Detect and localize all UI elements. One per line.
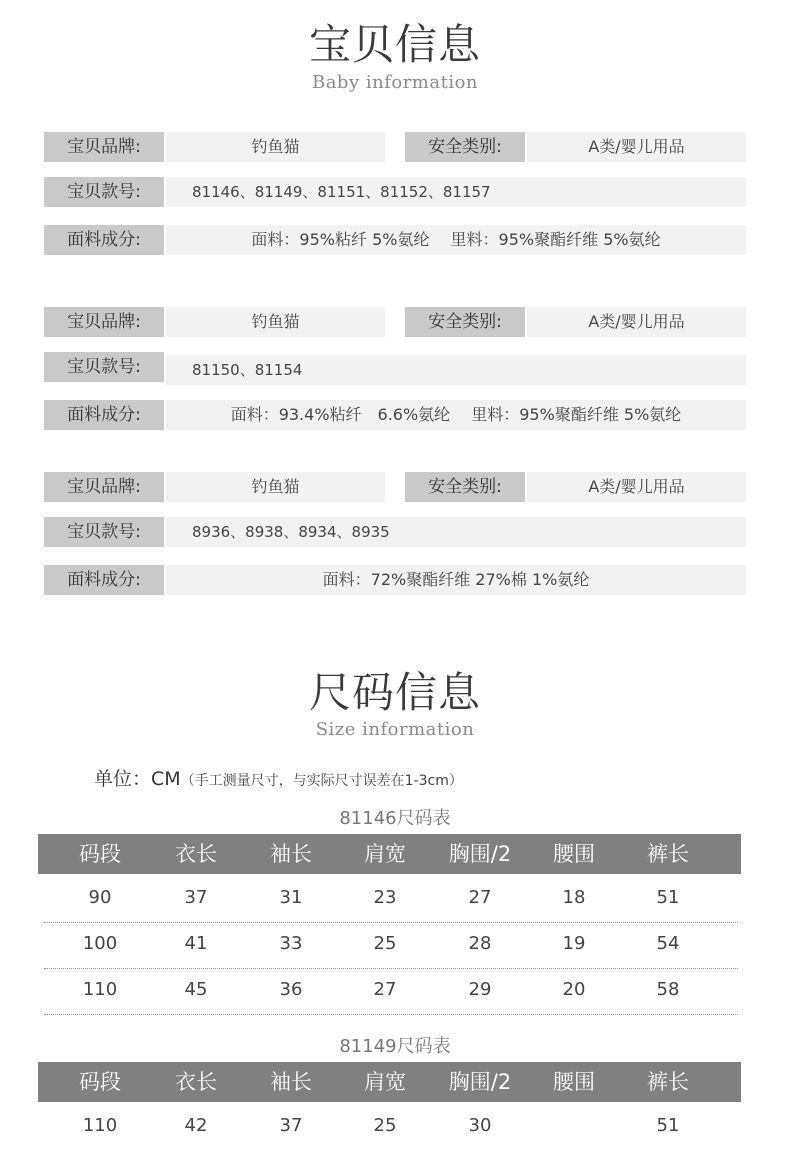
brand-value: 钓鱼猫 — [166, 307, 385, 337]
brand-value: 钓鱼猫 — [166, 472, 385, 502]
table-cell: 25 — [373, 933, 397, 954]
table-cell: 33 — [279, 933, 303, 954]
table-row — [44, 1104, 738, 1150]
header-cell: 衣长 — [175, 842, 217, 866]
header-cell: 腰围 — [553, 1070, 595, 1094]
header-cell: 码段 — [79, 842, 121, 866]
table-cell: 100 — [82, 933, 118, 954]
table-cell: 18 — [562, 887, 586, 908]
fabric-label: 面料成分: — [44, 225, 164, 255]
baby-info-title: 宝贝信息 — [308, 20, 481, 69]
table-cell: 36 — [279, 979, 303, 1000]
model-label: 宝贝款号: — [44, 517, 164, 547]
fabric-value: 面料：95%粘纤 5%氨纶 里料：95%聚酯纤维 5%氨纶 — [166, 225, 746, 255]
safety-value: A类/婴儿用品 — [527, 472, 746, 502]
table-row — [44, 922, 738, 969]
model-label: 宝贝款号: — [44, 177, 164, 207]
table-cell: 23 — [373, 887, 397, 908]
brand-label: 宝贝品牌: — [44, 307, 164, 337]
header-cell: 袖长 — [270, 842, 312, 866]
model-value: 81150、81154 — [166, 355, 746, 385]
safety-value: A类/婴儿用品 — [527, 307, 746, 337]
size-table-header — [38, 1062, 741, 1102]
table-cell: 45 — [184, 979, 208, 1000]
brand-label: 宝贝品牌: — [44, 132, 164, 162]
fabric-value: 面料：93.4%粘纤 6.6%氨纶 里料：95%聚酯纤维 5%氨纶 — [166, 400, 746, 430]
table-cell: 54 — [656, 933, 680, 954]
table-cell: 90 — [88, 887, 112, 908]
table-cell: 25 — [373, 1115, 397, 1136]
fabric-label: 面料成分: — [44, 565, 164, 595]
fabric-label: 面料成分: — [44, 400, 164, 430]
table-cell: 110 — [82, 979, 118, 1000]
size-table-title: 81146尺码表 — [339, 808, 451, 829]
table-cell: 28 — [468, 933, 492, 954]
header-cell: 胸围/2 — [448, 842, 512, 866]
header-cell: 衣长 — [175, 1070, 217, 1094]
safety-value: A类/婴儿用品 — [527, 132, 746, 162]
size-table-header — [38, 834, 741, 874]
header-cell: 胸围/2 — [448, 1070, 512, 1094]
table-row — [44, 876, 738, 923]
table-cell: 58 — [656, 979, 680, 1000]
header-cell: 码段 — [79, 1070, 121, 1094]
header-cell: 肩宽 — [364, 842, 406, 866]
header-cell: 裤长 — [647, 842, 689, 866]
unit-note — [94, 764, 463, 791]
size-info-title: 尺码信息 — [308, 668, 481, 717]
fabric-value: 面料：72%聚酯纤维 27%棉 1%氨纶 — [166, 565, 746, 595]
table-cell: 19 — [562, 933, 586, 954]
header-cell: 袖长 — [270, 1070, 312, 1094]
table-cell: 37 — [184, 887, 208, 908]
table-cell: 30 — [468, 1115, 492, 1136]
brand-label: 宝贝品牌: — [44, 472, 164, 502]
header-cell: 裤长 — [647, 1070, 689, 1094]
unit-remark: （手工测量尺寸，与实际尺寸误差在1-3cm） — [180, 773, 463, 789]
brand-value: 钓鱼猫 — [166, 132, 385, 162]
safety-label: 安全类别: — [405, 132, 525, 162]
table-cell: 37 — [279, 1115, 303, 1136]
model-value: 8936、8938、8934、8935 — [166, 517, 746, 547]
unit-label: 单位：CM — [94, 768, 181, 790]
table-cell: 42 — [184, 1115, 208, 1136]
table-cell: 51 — [656, 1115, 680, 1136]
safety-label: 安全类别: — [405, 307, 525, 337]
table-cell: 31 — [279, 887, 303, 908]
table-cell: 29 — [468, 979, 492, 1000]
size-table-title: 81149尺码表 — [339, 1036, 451, 1057]
table-cell: 27 — [468, 887, 492, 908]
table-cell: 51 — [656, 887, 680, 908]
size-info-subtitle: Size information — [315, 719, 475, 740]
table-cell: 41 — [184, 933, 208, 954]
table-row — [44, 968, 738, 1015]
table-cell: 110 — [82, 1115, 118, 1136]
baby-info-subtitle: Baby information — [311, 72, 479, 93]
safety-label: 安全类别: — [405, 472, 525, 502]
model-label: 宝贝款号: — [44, 352, 164, 382]
model-value: 81146、81149、81151、81152、81157 — [166, 177, 746, 207]
header-cell: 肩宽 — [364, 1070, 406, 1094]
table-cell: 20 — [562, 979, 586, 1000]
header-cell: 腰围 — [553, 842, 595, 866]
table-cell: 27 — [373, 979, 397, 1000]
